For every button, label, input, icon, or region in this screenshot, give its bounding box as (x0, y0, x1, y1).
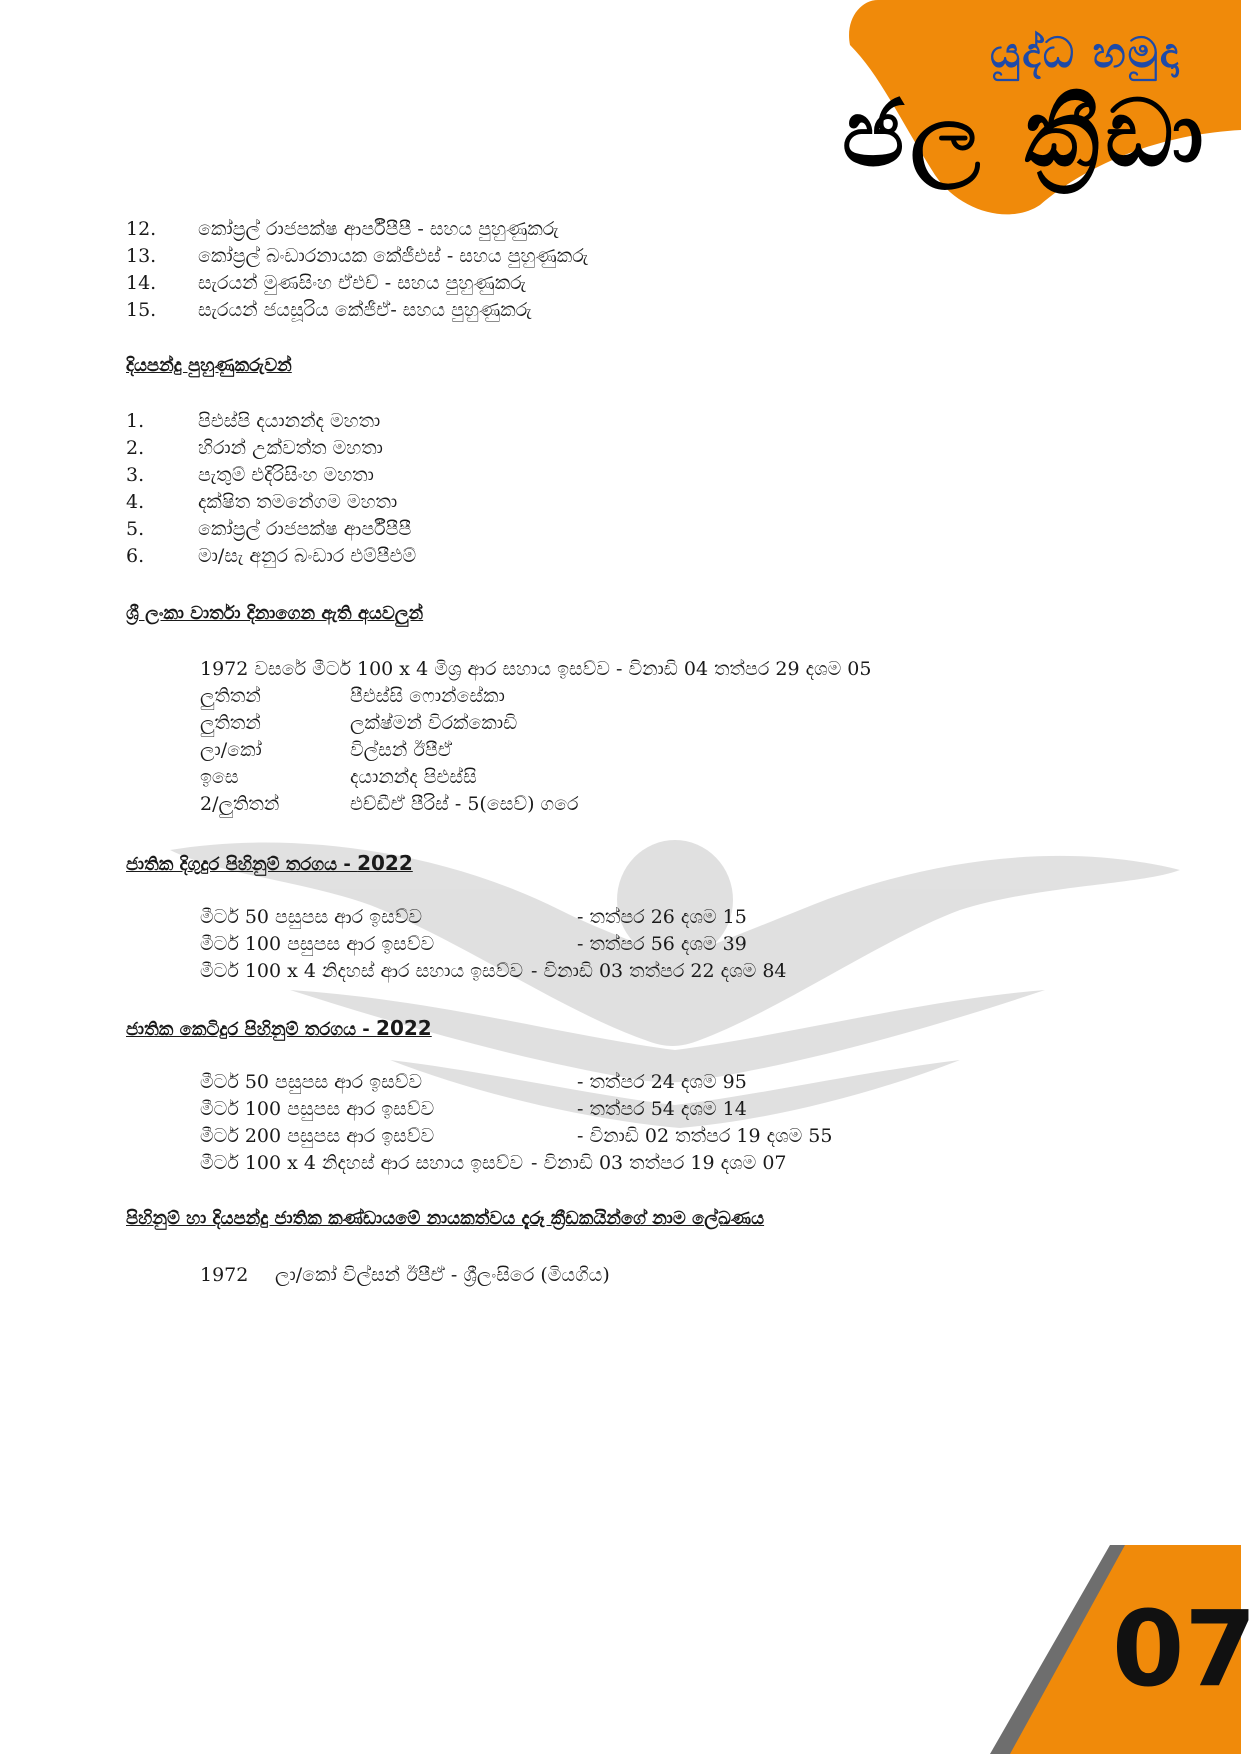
result-row: මීටර් 50 පසුපස ආර ඉසව්ව - තත්පර 26 දශම 15 (200, 906, 747, 928)
list-item: 12. කෝප්‍රල් රාජපක්ෂ ආර්පීපීපී - සහය පුහුණුකරු (126, 218, 559, 240)
list-item: 14. සැරයන් මුණසිංහ ඒඑච් - සහය පුහුණුකරු (126, 272, 527, 294)
list-item: 3. පැතුම් එදිරිසිංහ මහතා (126, 464, 374, 486)
result-row: මීටර් 100 පසුපස ආර ඉසව්ව - තත්පර 54 දශම 14 (200, 1098, 747, 1120)
result-row: මීටර් 100 පසුපස ආර ඉසව්ව - තත්පර 56 දශම 39 (200, 933, 747, 955)
list-item: 4. දක්ෂිත තමනේගම මහතා (126, 491, 398, 513)
list-top (126, 216, 588, 324)
list-item: 2. හිරාන් උක්වත්ත මහතා (126, 437, 383, 459)
brand-subtitle: යුද්ධ හමුදා (990, 28, 1181, 77)
captain-row: 1972 ලා/කෝ විල්සන් ඊපීඒ - ශ්‍රීලංසිරෙ (මියගිය) (200, 1264, 610, 1286)
result-row: මීටර් 200 පසුපස ආර ඉසව්ව - විනාඩි 02 තත්පර 19 දශම 55 (200, 1125, 833, 1147)
list-item: 15. සැරයන් ජයසූරිය කේජීඒ- සහය පුහුණුකරු (126, 299, 532, 321)
coaches-heading: දියපන්දු පුහුණුකරුවන් (126, 355, 292, 376)
list-item: 6. මා/සැ අනුර බංඩාර එම්පීඑම් (126, 545, 417, 567)
long-course-results (200, 904, 787, 985)
records-event: 1972 වසරේ මීටර් 100 x 4 මිශ්‍ර ආර සහාය ඉසව්ව - විනාඩි 04 තත්පර 29 දශම 05 (200, 658, 872, 680)
record-row: ලා/කෝ විල්සන් ඊපීඒ (200, 739, 453, 761)
record-row: ඉසෙ දයානන්ද පිඑස්සි (200, 766, 477, 788)
coaches-list (126, 408, 416, 570)
list-item: 1. පිඑස්පි දයානන්ද මහතා (126, 410, 381, 432)
records-heading: ශ්‍රී ලංකා වාර්තා දිනාගෙන ඇති අයවලුන් (126, 603, 424, 624)
result-row: මීටර් 50 පසුපස ආර ඉසව්ව - තත්පර 24 දශම 95 (200, 1071, 747, 1093)
long-course-heading: ජාතික දිගුදුර පිහිනුම් තරගය - 2022 (126, 851, 413, 875)
list-item: 13. කෝප්‍රල් බංඩාරනායක කේජීඑස් - සහය පුහුණුකරු (126, 245, 589, 267)
short-course-heading: ජාතික කෙටිදුර පිහිනුම් තරගය - 2022 (126, 1016, 432, 1040)
record-row: ලුතිතන් පීඑස්සි ෆොන්සේකා (200, 685, 505, 707)
result-row: මීටර් 100 x 4 නිදහස් ආර සහාය ඉසව්ව - විනාඩි 03 තත්පර 19 දශම 07 (200, 1152, 787, 1174)
list-item: 5. කෝප්‍රල් රාජපක්ෂ ආර්පීපීපී (126, 518, 412, 540)
records-block (200, 656, 871, 818)
page-number: 07 (1112, 1588, 1257, 1710)
captains-heading: පිහිනුම් හා දියපන්දු ජාතික කණ්ඩායමේ නායකත්වය දැරූ ක්‍රීඩකයින්ගේ නාම ලේඛණය (126, 1208, 765, 1229)
record-row: 2/ලුතිතන් එච්ඩීඒ පීරිස් - 5(සෙව්) ගරෙ (200, 793, 579, 815)
record-row: ලුතිතන් ලක්ෂ්මන් විරක්කොඩි (200, 712, 518, 734)
brand-title: ජල ක්‍රීඩා (842, 80, 1210, 187)
result-row: මීටර් 100 x 4 නිදහස් ආර සහාය ඉසව්ව - විනාඩි 03 තත්පර 22 දශම 84 (200, 960, 787, 982)
short-course-results (200, 1069, 832, 1177)
